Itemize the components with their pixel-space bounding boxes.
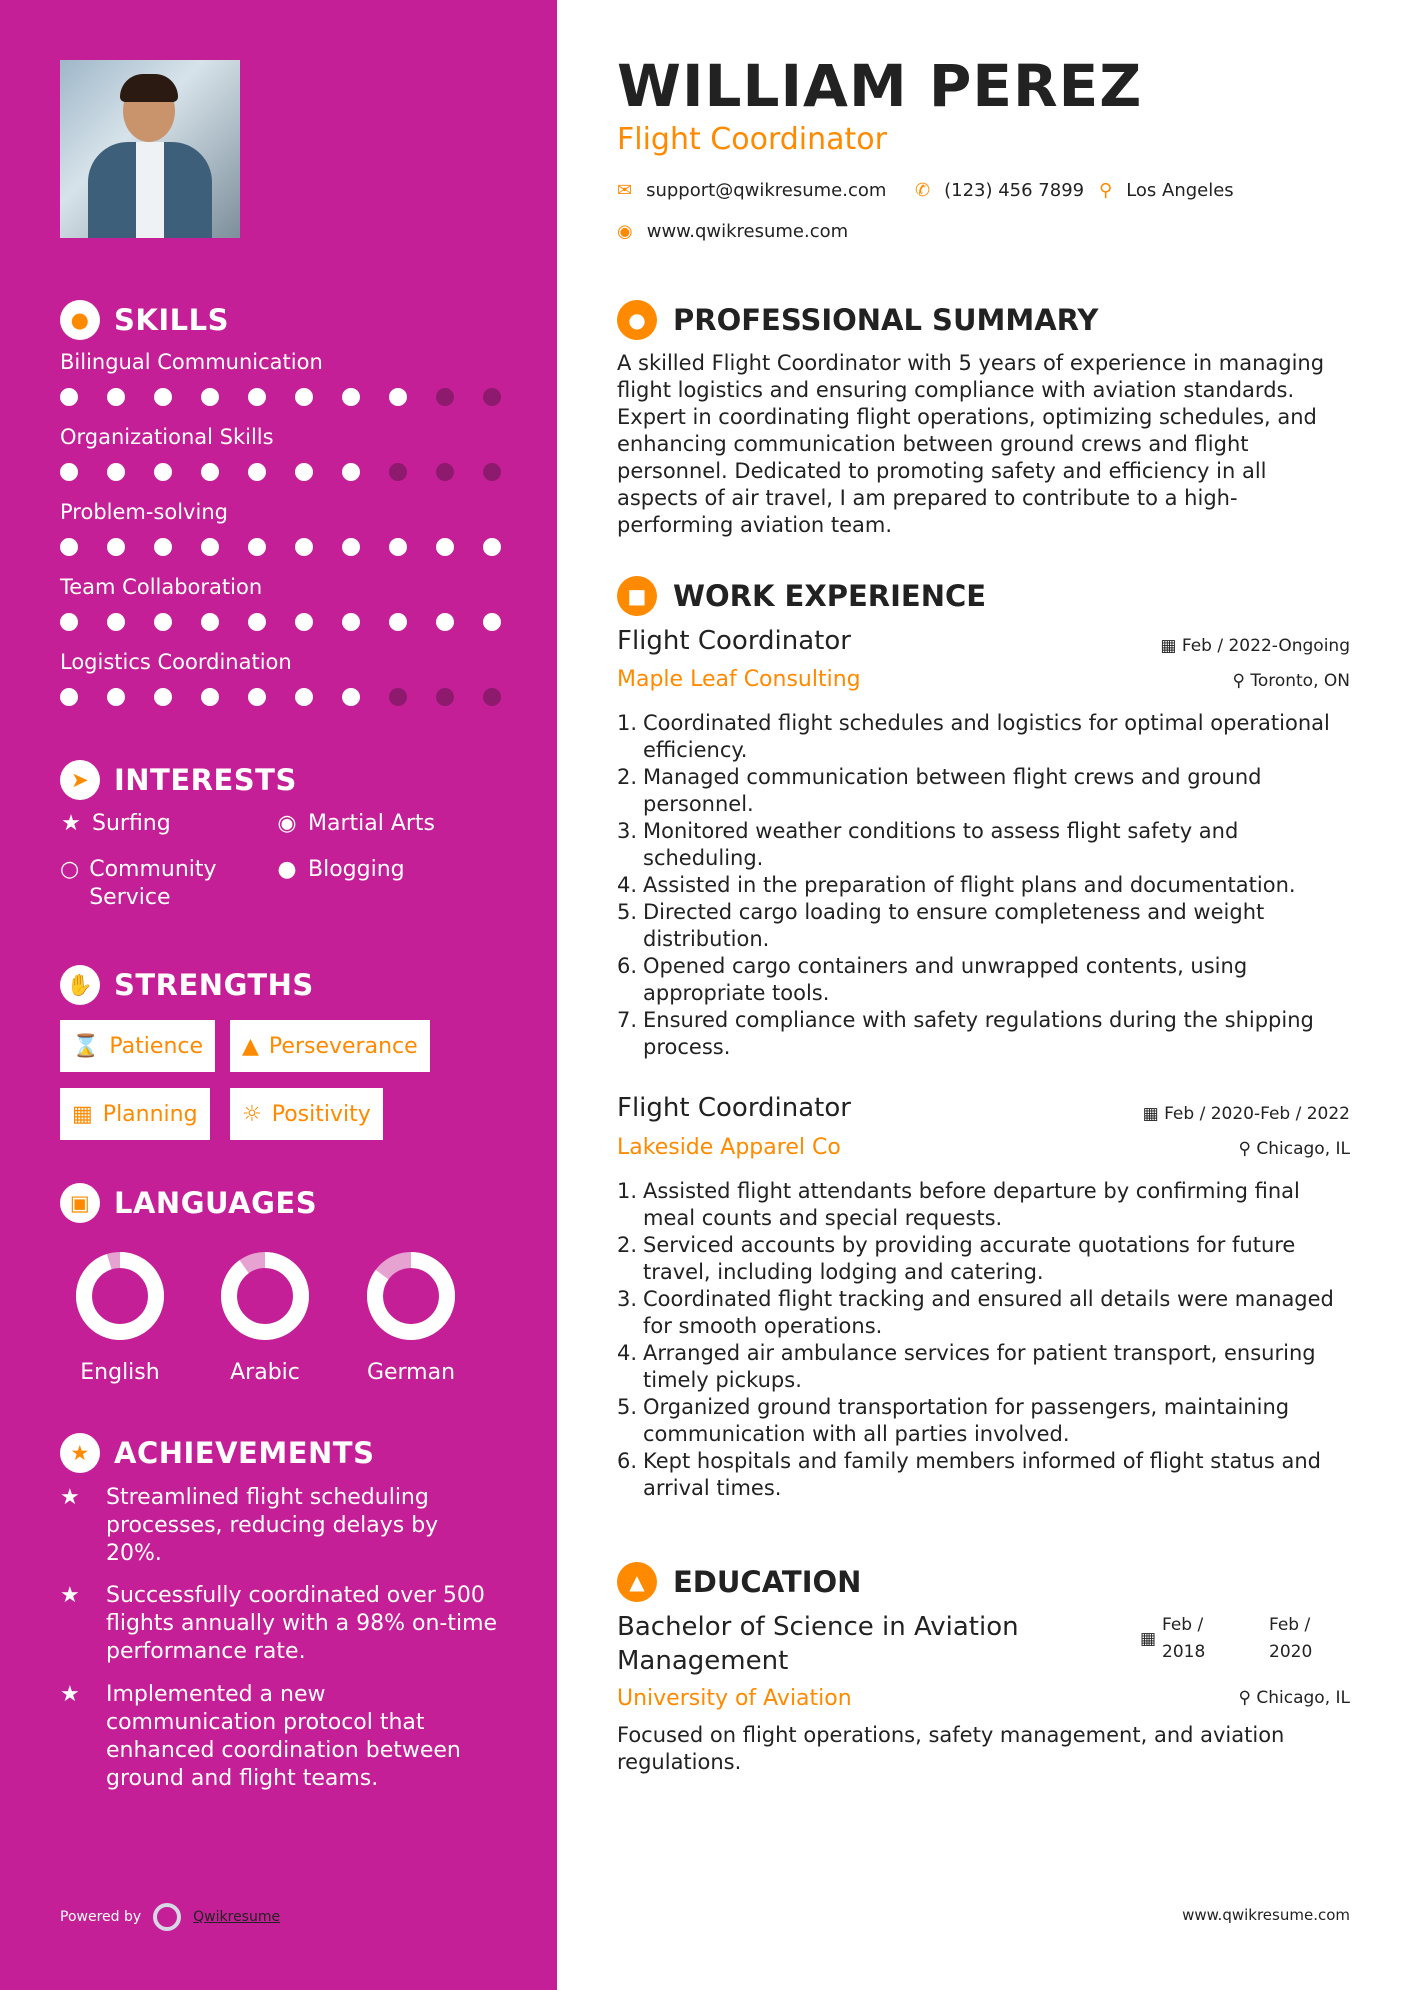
star-icon: ★ [60,1485,80,1510]
strengths-heading: ✋ STRENGTHS [60,965,314,1005]
achievement-item: ★ Successfully coordinated over 500 flights annually with a 98% on-time performance rate. [60,1583,498,1664]
rating-dot [483,688,501,706]
rating-dot [60,538,78,556]
pin-icon: ⚲ [1238,1688,1251,1708]
candidate-name: WILLIAM PEREZ [617,52,1143,120]
rating-dot [342,688,360,706]
duty-item: 4. Assisted in the preparation of flight plans and documentation. [617,873,1296,897]
achievement-item: ★ Implemented a new communication protocol that enhanced coordination between ground and flight teams. [60,1682,461,1791]
job-company: Maple Leaf Consulting [617,667,861,692]
rating-dot [248,688,266,706]
graduation-cap-icon: ▲ [617,1562,657,1602]
skill-rating [60,688,510,706]
rating-dot [248,388,266,406]
hand-icon: ○ [60,857,80,882]
language-label: German [366,1360,456,1385]
duty-item: 6. Kept hospitals and family members informed of flight status and arrival times. [617,1449,1321,1500]
interest-item: ★ Surfing [61,811,171,836]
edu-location: ⚲ Chicago, IL [1238,1688,1350,1708]
rating-dot [60,388,78,406]
rating-dot [248,613,266,631]
rating-dot [342,388,360,406]
rating-dot [201,538,219,556]
globe-icon: ◉ [277,811,297,836]
globe-icon: ◉ [617,221,633,242]
interests-heading: ➤ INTERESTS [60,760,297,800]
strength-badge: ⌛ Patience [60,1020,215,1072]
language-label: English [80,1360,160,1385]
duty-item: 1. Coordinated flight schedules and logistics for optimal operational efficiency. [617,711,1330,762]
degree-title: Bachelor of Science in Aviation Management [617,1612,1019,1676]
powered-by: Powered by Qwikresume [60,1903,280,1931]
summary-heading: ● PROFESSIONAL SUMMARY [617,300,1098,340]
language-donut [219,1250,311,1342]
skill-rating [60,538,510,556]
rating-dot [60,613,78,631]
qwikresume-link[interactable]: Qwikresume [193,1909,281,1925]
rating-dot [483,463,501,481]
interest-item: ◉ Martial Arts [277,811,436,836]
skill-item [60,650,510,706]
rating-dot [436,688,454,706]
rating-dot [107,538,125,556]
email-contact [617,180,886,201]
duty-item: 7. Ensured compliance with safety regulations during the shipping process. [617,1008,1314,1059]
duty-item: 2. Serviced accounts by providing accurate quotations for future travel, including lodging and catering. [617,1233,1296,1284]
duty-item: 1. Assisted flight attendants before departure by confirming final meal counts and special requests. [617,1179,1300,1230]
profile-photo [60,60,240,238]
language-item [205,1250,325,1385]
interest-item: ○ Community Service [60,857,217,910]
skill-label: Bilingual Communication [60,350,323,374]
job-duties [617,1178,1357,1502]
rating-dot [107,688,125,706]
interest-item: ● Blogging [277,857,405,882]
rating-dot [107,463,125,481]
job-location: ⚲ Chicago, IL [1238,1139,1350,1159]
pin-icon: ⚲ [1232,671,1245,691]
website-contact [617,221,848,242]
skill-label: Team Collaboration [60,575,263,599]
star-icon: ★ [60,1682,80,1707]
skill-item [60,350,510,406]
paper-plane-icon: ➤ [60,760,100,800]
duty-item: 5. Directed cargo loading to ensure completeness and weight distribution. [617,900,1265,951]
briefcase-icon: ■ [617,576,657,616]
summary-text: A skilled Flight Coordinator with 5 years of experience in managing flight logistics and ensuring compliance with aviation standards. Expert in coordinating flight operations, optimizing schedules, and enhancing communication between ground crews and flight personnel. Dedicated to promoting safety and efficiency in all aspects of air travel, I am prepared to contribute to a high-performing aviation team. [617,351,1325,537]
award-icon: ★ [60,1433,100,1473]
rating-dot [483,388,501,406]
phone-contact: ✆ (123) 456 7899 [915,180,1085,201]
rating-dot [389,463,407,481]
donut-fill [84,1260,156,1332]
qwikresume-logo-icon [153,1903,181,1931]
duty-item: 5. Organized ground transportation for passengers, maintaining communication with all parties involved. [617,1395,1290,1446]
rating-dot [201,463,219,481]
language-donut [365,1250,457,1342]
rating-dot [60,688,78,706]
language-label: Arabic [230,1360,300,1385]
calendar-icon: ▦ [72,1101,93,1127]
rating-dot [201,388,219,406]
location-contact: ⚲ Los Angeles [1099,180,1234,201]
skill-rating [60,463,510,481]
rating-dot [436,388,454,406]
fist-icon: ✋ [60,965,100,1005]
rating-dot [295,463,313,481]
rating-dot [248,463,266,481]
job-location: ⚲ Toronto, ON [1232,671,1350,691]
achievements-heading: ★ ACHIEVEMENTS [60,1433,374,1473]
language-item [60,1250,180,1385]
rating-dot [248,538,266,556]
rating-dot [295,613,313,631]
phone-icon: ✆ [915,180,931,201]
job-dates: ▦ Feb / 2022-Ongoing [1160,636,1350,656]
road-icon: ▲ [242,1033,259,1059]
skill-label: Problem-solving [60,500,228,524]
rating-dot [154,388,172,406]
job-title: Flight Coordinator [617,1093,851,1123]
school-name: University of Aviation [617,1686,852,1711]
duty-item: 6. Opened cargo containers and unwrapped contents, using appropriate tools. [617,954,1248,1005]
lightbulb-icon: ● [60,300,100,340]
skill-label: Organizational Skills [60,425,274,449]
edu-start-date: ▦ Feb / 2018 [1140,1615,1206,1662]
rating-dot [342,613,360,631]
rating-dot [295,688,313,706]
rating-dot [295,538,313,556]
duty-item: 3. Monitored weather conditions to assess flight safety and scheduling. [617,819,1239,870]
email-link[interactable]: support@qwikresume.com [646,180,887,201]
calendar-icon: ▦ [1140,1629,1157,1649]
star-icon: ★ [61,811,81,836]
users-icon: ● [277,857,297,882]
calendar-icon: ▦ [1142,1104,1159,1124]
map-pin-icon: ⚲ [1099,180,1113,201]
rating-dot [436,538,454,556]
rating-dot [436,613,454,631]
job-company: Lakeside Apparel Co [617,1135,841,1160]
duty-item: 3. Coordinated flight tracking and ensured all details were managed for smooth operations. [617,1287,1334,1338]
duty-item: 4. Arranged air ambulance services for patient transport, ensuring timely pickups. [617,1341,1316,1392]
skill-rating [60,613,510,631]
rating-dot [342,463,360,481]
education-heading: ▲ EDUCATION [617,1562,861,1602]
rating-dot [107,388,125,406]
rating-dot [201,688,219,706]
rating-dot [295,388,313,406]
skills-heading: ● SKILLS [60,300,229,340]
user-icon: ● [617,300,657,340]
job-dates: ▦ Feb / 2020-Feb / 2022 [1142,1104,1350,1124]
rating-dot [154,538,172,556]
sun-icon: ☼ [242,1101,262,1127]
rating-dot [483,613,501,631]
rating-dot [389,613,407,631]
rating-dot [107,613,125,631]
rating-dot [60,463,78,481]
candidate-title: Flight Coordinator [617,122,887,157]
rating-dot [201,613,219,631]
rating-dot [154,688,172,706]
rating-dot [389,538,407,556]
language-item [351,1250,471,1385]
strength-badge: ☼ Positivity [230,1088,383,1140]
rating-dot [389,388,407,406]
languages-heading: ▣ LANGUAGES [60,1183,317,1223]
calendar-icon: ▦ [1160,636,1177,656]
star-icon: ★ [60,1583,80,1608]
sidebar [0,0,557,1990]
skill-rating [60,388,510,406]
donut-fill [229,1260,301,1332]
job-title: Flight Coordinator [617,626,851,656]
rating-dot [436,463,454,481]
main-content [557,0,1407,1990]
skill-label: Logistics Coordination [60,650,292,674]
hourglass-icon: ⌛ [72,1033,100,1059]
strength-badge: ▲ Perseverance [230,1020,430,1072]
rating-dot [154,463,172,481]
language-icon: ▣ [60,1183,100,1223]
edu-description: Focused on flight operations, safety management, and aviation regulations. [617,1723,1285,1774]
language-donut [74,1250,166,1342]
rating-dot [342,538,360,556]
skill-item [60,425,510,481]
footer-website[interactable]: www.qwikresume.com [1182,1906,1350,1924]
envelope-icon: ✉ [617,180,633,201]
experience-heading: ■ WORK EXPERIENCE [617,576,986,616]
skill-item [60,575,510,631]
strength-badge: ▦ Planning [60,1088,210,1140]
duty-item: 2. Managed communication between flight crews and ground personnel. [617,765,1262,816]
website-link[interactable]: www.qwikresume.com [646,221,849,242]
skill-item [60,500,510,556]
rating-dot [154,613,172,631]
achievement-item: ★ Streamlined flight scheduling processes, reducing delays by 20%. [60,1485,439,1566]
pin-icon: ⚲ [1238,1139,1251,1159]
rating-dot [483,538,501,556]
job-duties [617,710,1357,1061]
rating-dot [389,688,407,706]
edu-end-date: Feb / 2020 [1269,1615,1313,1662]
